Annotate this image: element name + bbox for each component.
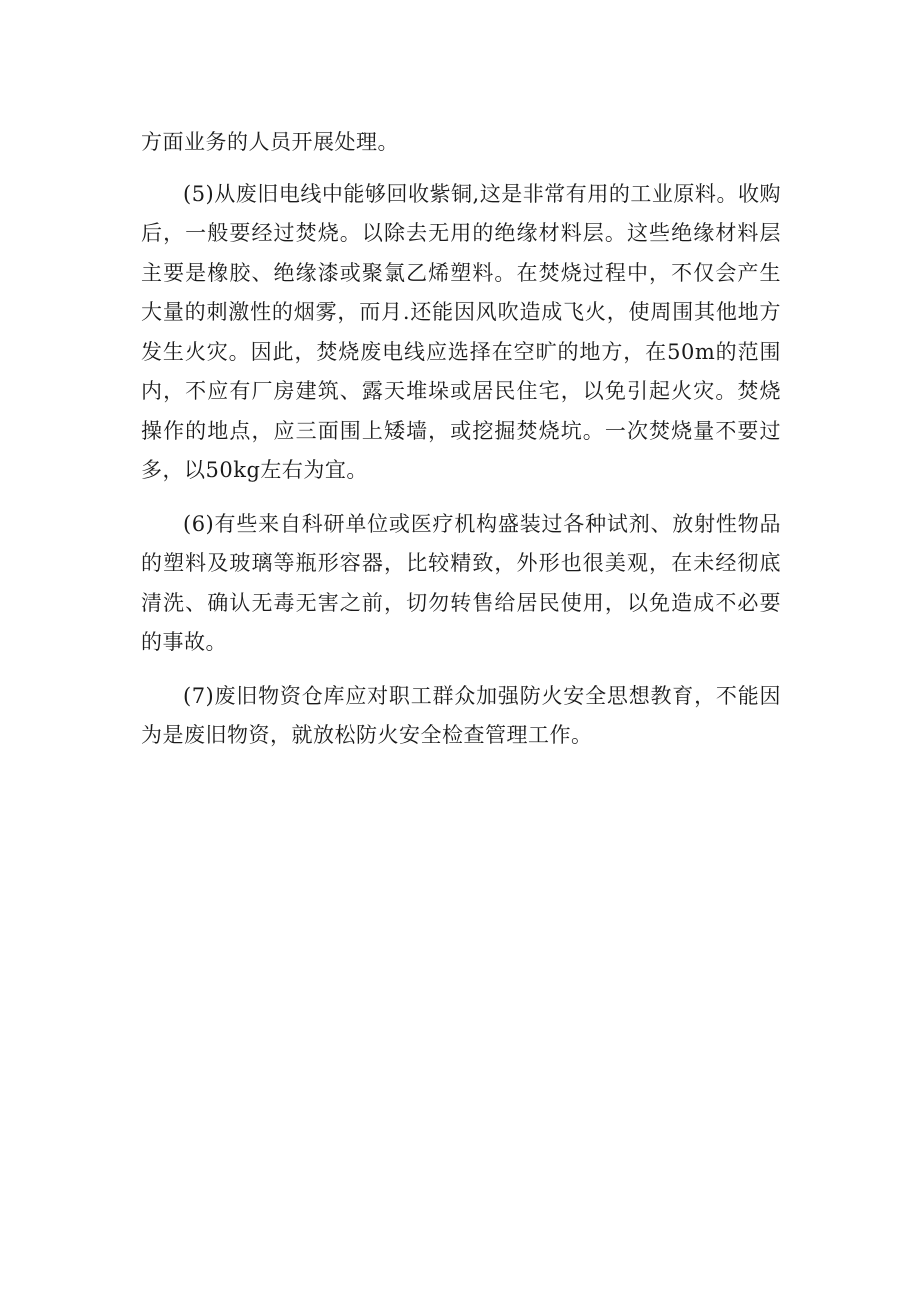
paragraph-item-6: (6)有些来自科研单位或医疗机构盛装过各种试剂、放射性物品的塑料及玻璃等瓶形容器，比较精致，外形也很美观，在未经彻底清洗、确认无毒无害之前，切勿转售给居民使用，以免造成不必要的事故。 [141,511,781,654]
paragraph-item-5: (5)从废旧电线中能够回收紫铜,这是非常有用的工业原料。收购后，一般要经过焚烧。以除去无用的绝缘材料层。这些绝缘材料层主要是橡胶、绝缘漆或聚氯乙烯塑料。在焚烧过程中，不仅会产生大量的刺激性的烟雾，而月.还能因风吹造成飞火，使周围其他地方发生火灾。因此，焚烧废电线应选择在空旷的地方，在50m的范围内，不应有厂房建筑、露天堆垛或居民住宅，以免引起火灾。焚烧操作的地点，应三面围上矮墙，或挖掘焚烧坑。一次焚烧量不要过多，以50kg左右为宜。 [141,181,781,482]
document-body [141,123,781,770]
paragraph-item-7: (7)废旧物资仓库应对职工群众加强防火安全思想教育，不能因为是废旧物资，就放松防火安全检查管理工作。 [141,683,781,747]
paragraph-continuation: 方面业务的人员开展处理。 [141,130,399,154]
